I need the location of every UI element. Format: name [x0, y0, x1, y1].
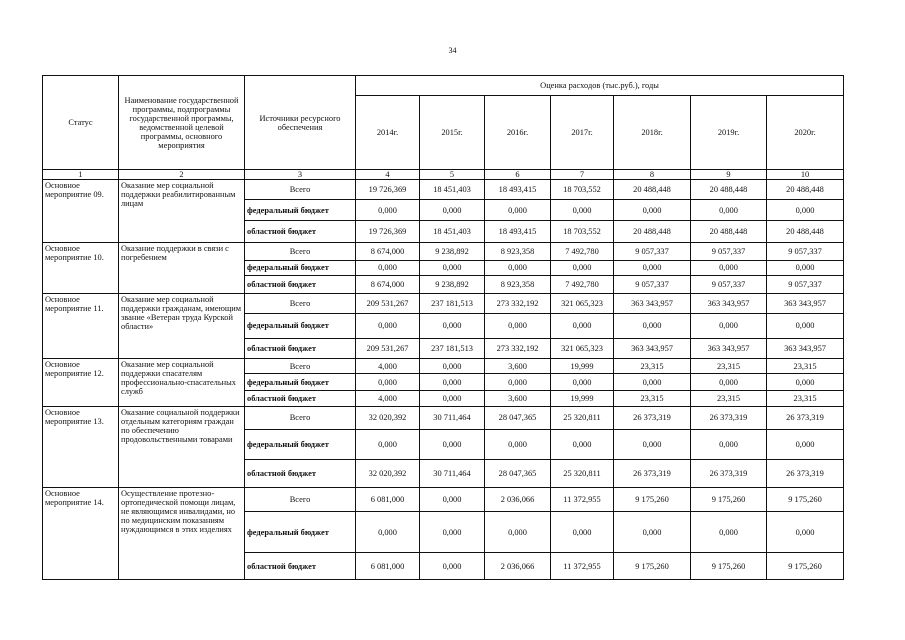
amount-cell: 9 057,337 — [691, 243, 767, 260]
budget-table — [42, 75, 844, 580]
header-year: 2014г. — [356, 96, 420, 170]
amount-cell: 9 175,260 — [614, 487, 691, 512]
amount-cell: 0,000 — [767, 200, 844, 220]
amount-cell: 0,000 — [356, 200, 420, 220]
amount-cell: 0,000 — [551, 512, 614, 553]
source-federal-budget: федеральный бюджет — [245, 374, 356, 390]
amount-cell: 0,000 — [485, 374, 551, 390]
header-status: Статус — [43, 76, 119, 170]
amount-cell: 209 531,267 — [356, 293, 420, 313]
amount-cell: 0,000 — [485, 260, 551, 275]
amount-cell: 19 726,369 — [356, 180, 420, 200]
amount-cell: 18 493,415 — [485, 220, 551, 243]
amount-cell: 0,000 — [614, 313, 691, 338]
amount-cell: 0,000 — [551, 260, 614, 275]
table-row — [43, 243, 844, 260]
amount-cell: 26 373,319 — [767, 460, 844, 488]
amount-cell: 0,000 — [691, 260, 767, 275]
amount-cell: 0,000 — [614, 512, 691, 553]
measure-status: Основное мероприятие 14. — [43, 487, 119, 579]
source-federal-budget: федеральный бюджет — [245, 429, 356, 460]
measure-status: Основное мероприятие 12. — [43, 358, 119, 406]
amount-cell: 23,315 — [614, 390, 691, 406]
column-number: 4 — [356, 170, 420, 180]
amount-cell: 0,000 — [551, 429, 614, 460]
amount-cell: 9 238,892 — [420, 243, 485, 260]
header-year: 2018г. — [614, 96, 691, 170]
source-regional-budget: областной бюджет — [245, 553, 356, 580]
amount-cell: 9 057,337 — [767, 276, 844, 293]
amount-cell: 0,000 — [614, 429, 691, 460]
amount-cell: 0,000 — [614, 200, 691, 220]
amount-cell: 30 711,464 — [420, 460, 485, 488]
source-total: Всего — [245, 293, 356, 313]
amount-cell: 0,000 — [420, 512, 485, 553]
amount-cell: 18 703,552 — [551, 180, 614, 200]
amount-cell: 20 488,448 — [614, 220, 691, 243]
measure-status: Основное мероприятие 11. — [43, 293, 119, 358]
source-regional-budget: областной бюджет — [245, 276, 356, 293]
amount-cell: 23,315 — [691, 358, 767, 373]
amount-cell: 0,000 — [767, 260, 844, 275]
amount-cell: 9 057,337 — [614, 243, 691, 260]
amount-cell: 363 343,957 — [767, 293, 844, 313]
amount-cell: 363 343,957 — [691, 293, 767, 313]
source-regional-budget: областной бюджет — [245, 338, 356, 358]
amount-cell: 0,000 — [767, 512, 844, 553]
amount-cell: 0,000 — [485, 200, 551, 220]
amount-cell: 9 175,260 — [767, 487, 844, 512]
table-row — [43, 358, 844, 373]
amount-cell: 0,000 — [691, 374, 767, 390]
source-total: Всего — [245, 243, 356, 260]
column-number: 8 — [614, 170, 691, 180]
amount-cell: 0,000 — [356, 512, 420, 553]
amount-cell: 19 726,369 — [356, 220, 420, 243]
amount-cell: 273 332,192 — [485, 338, 551, 358]
header-year: 2020г. — [767, 96, 844, 170]
measure-name: Оказание мер социальной поддержки спасателям профессионально-спасательных служб — [119, 358, 245, 406]
amount-cell: 25 320,811 — [551, 407, 614, 430]
amount-cell: 0,000 — [485, 429, 551, 460]
source-regional-budget: областной бюджет — [245, 220, 356, 243]
amount-cell: 0,000 — [614, 260, 691, 275]
source-federal-budget: федеральный бюджет — [245, 260, 356, 275]
amount-cell: 8 674,000 — [356, 276, 420, 293]
column-number: 6 — [485, 170, 551, 180]
amount-cell: 363 343,957 — [614, 293, 691, 313]
source-regional-budget: областной бюджет — [245, 460, 356, 488]
header-estimate: Оценка расходов (тыс.руб.), годы — [356, 76, 844, 96]
amount-cell: 363 343,957 — [691, 338, 767, 358]
page-number: 34 — [448, 46, 457, 55]
amount-cell: 18 493,415 — [485, 180, 551, 200]
amount-cell: 0,000 — [551, 313, 614, 338]
amount-cell: 19,999 — [551, 390, 614, 406]
amount-cell: 0,000 — [420, 200, 485, 220]
source-federal-budget: федеральный бюджет — [245, 512, 356, 553]
source-federal-budget: федеральный бюджет — [245, 200, 356, 220]
amount-cell: 26 373,319 — [691, 407, 767, 430]
amount-cell: 6 081,000 — [356, 487, 420, 512]
amount-cell: 0,000 — [356, 313, 420, 338]
amount-cell: 0,000 — [420, 487, 485, 512]
amount-cell: 28 047,365 — [485, 460, 551, 488]
header-name: Наименование государственной программы, подпрограммы государственной программы, ведомственной целевой программы, основного мероприятия — [119, 76, 245, 170]
amount-cell: 0,000 — [420, 390, 485, 406]
amount-cell: 0,000 — [420, 429, 485, 460]
amount-cell: 2 036,066 — [485, 487, 551, 512]
header-year: 2017г. — [551, 96, 614, 170]
amount-cell: 0,000 — [356, 260, 420, 275]
amount-cell: 0,000 — [691, 313, 767, 338]
column-number: 5 — [420, 170, 485, 180]
column-number: 10 — [767, 170, 844, 180]
amount-cell: 0,000 — [356, 374, 420, 390]
amount-cell: 0,000 — [420, 374, 485, 390]
amount-cell: 9 175,260 — [691, 553, 767, 580]
amount-cell: 0,000 — [420, 358, 485, 373]
column-number: 2 — [119, 170, 245, 180]
measure-status: Основное мероприятие 09. — [43, 180, 119, 243]
amount-cell: 0,000 — [614, 374, 691, 390]
amount-cell: 3,600 — [485, 358, 551, 373]
source-total: Всего — [245, 180, 356, 200]
amount-cell: 0,000 — [691, 200, 767, 220]
amount-cell: 273 332,192 — [485, 293, 551, 313]
source-total: Всего — [245, 487, 356, 512]
amount-cell: 0,000 — [767, 374, 844, 390]
amount-cell: 23,315 — [614, 358, 691, 373]
amount-cell: 30 711,464 — [420, 407, 485, 430]
amount-cell: 9 175,260 — [691, 487, 767, 512]
header-sources: Источники ресурсного обеспечения — [245, 76, 356, 170]
amount-cell: 8 923,358 — [485, 243, 551, 260]
amount-cell: 3,600 — [485, 390, 551, 406]
amount-cell: 11 372,955 — [551, 553, 614, 580]
column-number: 3 — [245, 170, 356, 180]
amount-cell: 26 373,319 — [614, 460, 691, 488]
table-row — [43, 293, 844, 313]
amount-cell: 9 175,260 — [767, 553, 844, 580]
amount-cell: 0,000 — [767, 429, 844, 460]
table-row — [43, 180, 844, 200]
amount-cell: 9 057,337 — [691, 276, 767, 293]
amount-cell: 0,000 — [420, 553, 485, 580]
amount-cell: 23,315 — [767, 390, 844, 406]
amount-cell: 0,000 — [551, 374, 614, 390]
measure-name: Оказание социальной поддержки отдельным категориям граждан по обеспечению продовольственными товарами — [119, 407, 245, 488]
amount-cell: 23,315 — [767, 358, 844, 373]
amount-cell: 237 181,513 — [420, 293, 485, 313]
amount-cell: 237 181,513 — [420, 338, 485, 358]
amount-cell: 32 020,392 — [356, 460, 420, 488]
amount-cell: 6 081,000 — [356, 553, 420, 580]
amount-cell: 2 036,066 — [485, 553, 551, 580]
amount-cell: 7 492,780 — [551, 243, 614, 260]
amount-cell: 26 373,319 — [767, 407, 844, 430]
amount-cell: 28 047,365 — [485, 407, 551, 430]
amount-cell: 9 175,260 — [614, 553, 691, 580]
amount-cell: 4,000 — [356, 358, 420, 373]
amount-cell: 26 373,319 — [691, 460, 767, 488]
amount-cell: 0,000 — [691, 512, 767, 553]
measure-name: Оказание поддержки в связи с погребением — [119, 243, 245, 293]
amount-cell: 32 020,392 — [356, 407, 420, 430]
amount-cell: 209 531,267 — [356, 338, 420, 358]
header-year: 2019г. — [691, 96, 767, 170]
amount-cell: 20 488,448 — [767, 220, 844, 243]
column-number: 7 — [551, 170, 614, 180]
column-number: 1 — [43, 170, 119, 180]
amount-cell: 0,000 — [551, 200, 614, 220]
column-numbers-row — [43, 170, 844, 180]
amount-cell: 8 923,358 — [485, 276, 551, 293]
source-total: Всего — [245, 407, 356, 430]
table-row — [43, 487, 844, 512]
amount-cell: 0,000 — [767, 313, 844, 338]
amount-cell: 20 488,448 — [614, 180, 691, 200]
amount-cell: 8 674,000 — [356, 243, 420, 260]
amount-cell: 0,000 — [485, 512, 551, 553]
amount-cell: 19,999 — [551, 358, 614, 373]
amount-cell: 25 320,811 — [551, 460, 614, 488]
amount-cell: 0,000 — [485, 313, 551, 338]
amount-cell: 0,000 — [691, 429, 767, 460]
measure-status: Основное мероприятие 10. — [43, 243, 119, 293]
measure-name: Оказание мер социальной поддержки гражданам, имеющим звание «Ветеран труда Курской области» — [119, 293, 245, 358]
amount-cell: 363 343,957 — [767, 338, 844, 358]
amount-cell: 9 057,337 — [767, 243, 844, 260]
source-regional-budget: областной бюджет — [245, 390, 356, 406]
amount-cell: 26 373,319 — [614, 407, 691, 430]
amount-cell: 18 451,403 — [420, 220, 485, 243]
source-federal-budget: федеральный бюджет — [245, 313, 356, 338]
amount-cell: 20 488,448 — [691, 220, 767, 243]
amount-cell: 4,000 — [356, 390, 420, 406]
measure-name: Оказание мер социальной поддержки реабилитированным лицам — [119, 180, 245, 243]
table-row — [43, 407, 844, 430]
header-year: 2016г. — [485, 96, 551, 170]
amount-cell: 20 488,448 — [691, 180, 767, 200]
amount-cell: 0,000 — [356, 429, 420, 460]
amount-cell: 18 451,403 — [420, 180, 485, 200]
measure-name: Осуществление протезно-ортопедической помощи лицам, не являющимся инвалидами, но по медицинским показаниям нуждающимся в этих изделиях — [119, 487, 245, 579]
amount-cell: 363 343,957 — [614, 338, 691, 358]
measure-status: Основное мероприятие 13. — [43, 407, 119, 488]
amount-cell: 9 057,337 — [614, 276, 691, 293]
amount-cell: 20 488,448 — [767, 180, 844, 200]
amount-cell: 7 492,780 — [551, 276, 614, 293]
amount-cell: 18 703,552 — [551, 220, 614, 243]
amount-cell: 321 065,323 — [551, 293, 614, 313]
column-number: 9 — [691, 170, 767, 180]
amount-cell: 11 372,955 — [551, 487, 614, 512]
amount-cell: 9 238,892 — [420, 276, 485, 293]
source-total: Всего — [245, 358, 356, 373]
amount-cell: 23,315 — [691, 390, 767, 406]
amount-cell: 0,000 — [420, 260, 485, 275]
amount-cell: 0,000 — [420, 313, 485, 338]
header-year: 2015г. — [420, 96, 485, 170]
amount-cell: 321 065,323 — [551, 338, 614, 358]
